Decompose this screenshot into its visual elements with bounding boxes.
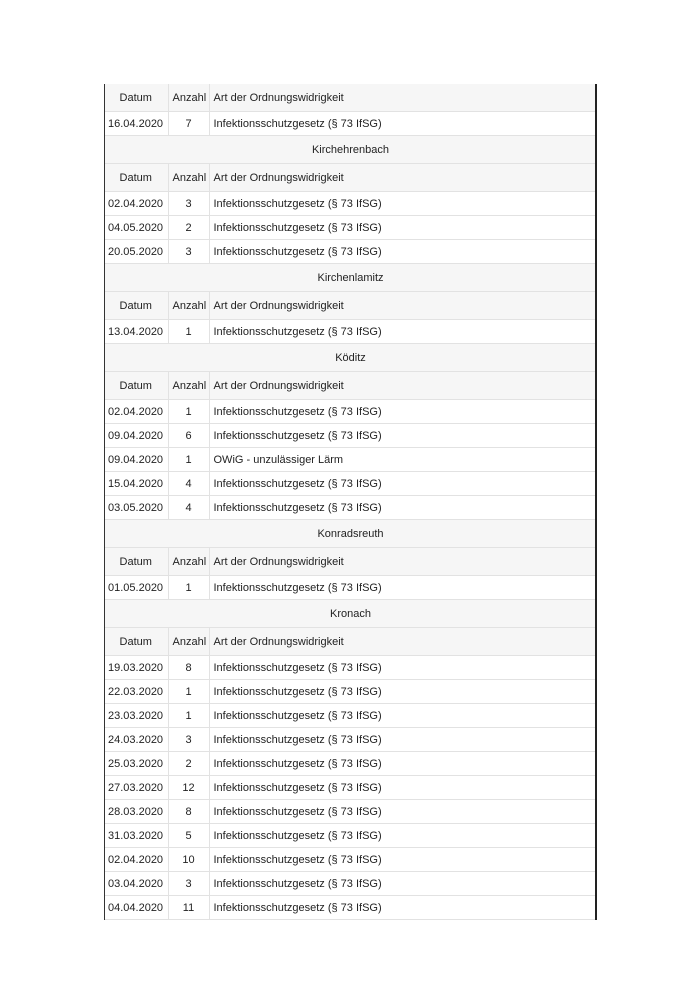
row-date: 20.05.2020 bbox=[104, 240, 168, 264]
table-row bbox=[104, 216, 597, 240]
row-kind: Infektionsschutzgesetz (§ 73 IfSG) bbox=[209, 576, 597, 600]
row-date: 02.04.2020 bbox=[104, 848, 168, 872]
row-date: 09.04.2020 bbox=[104, 448, 168, 472]
table-row bbox=[104, 320, 597, 344]
header-count: Anzahl bbox=[168, 628, 209, 656]
row-kind: Infektionsschutzgesetz (§ 73 IfSG) bbox=[209, 752, 597, 776]
row-date: 25.03.2020 bbox=[104, 752, 168, 776]
table-row bbox=[104, 896, 597, 920]
row-date: 09.04.2020 bbox=[104, 424, 168, 448]
violations-table-container bbox=[104, 84, 597, 920]
row-date: 28.03.2020 bbox=[104, 800, 168, 824]
table-row bbox=[104, 872, 597, 896]
row-kind: OWiG - unzulässiger Lärm bbox=[209, 448, 597, 472]
municipality-row bbox=[104, 520, 597, 548]
row-kind: Infektionsschutzgesetz (§ 73 IfSG) bbox=[209, 776, 597, 800]
row-count: 4 bbox=[168, 496, 209, 520]
table-row bbox=[104, 496, 597, 520]
table-header-row bbox=[104, 548, 597, 576]
row-date: 23.03.2020 bbox=[104, 704, 168, 728]
row-date: 04.04.2020 bbox=[104, 896, 168, 920]
row-date: 04.05.2020 bbox=[104, 216, 168, 240]
table-header-row bbox=[104, 628, 597, 656]
row-count: 2 bbox=[168, 216, 209, 240]
row-count: 12 bbox=[168, 776, 209, 800]
row-kind: Infektionsschutzgesetz (§ 73 IfSG) bbox=[209, 216, 597, 240]
table-header-row bbox=[104, 164, 597, 192]
header-date: Datum bbox=[104, 372, 168, 400]
row-kind: Infektionsschutzgesetz (§ 73 IfSG) bbox=[209, 424, 597, 448]
table-header-row bbox=[104, 84, 597, 112]
row-kind: Infektionsschutzgesetz (§ 73 IfSG) bbox=[209, 800, 597, 824]
row-kind: Infektionsschutzgesetz (§ 73 IfSG) bbox=[209, 112, 597, 136]
row-count: 11 bbox=[168, 896, 209, 920]
row-kind: Infektionsschutzgesetz (§ 73 IfSG) bbox=[209, 896, 597, 920]
municipality-name: Kirchehrenbach bbox=[104, 136, 597, 164]
row-count: 1 bbox=[168, 400, 209, 424]
row-count: 1 bbox=[168, 320, 209, 344]
header-kind: Art der Ordnungswidrigkeit bbox=[209, 372, 597, 400]
row-kind: Infektionsschutzgesetz (§ 73 IfSG) bbox=[209, 400, 597, 424]
row-date: 16.04.2020 bbox=[104, 112, 168, 136]
municipality-row bbox=[104, 600, 597, 628]
municipality-name: Köditz bbox=[104, 344, 597, 372]
table-row bbox=[104, 448, 597, 472]
violations-table-body bbox=[104, 84, 597, 920]
table-row bbox=[104, 400, 597, 424]
row-date: 24.03.2020 bbox=[104, 728, 168, 752]
row-kind: Infektionsschutzgesetz (§ 73 IfSG) bbox=[209, 872, 597, 896]
row-kind: Infektionsschutzgesetz (§ 73 IfSG) bbox=[209, 240, 597, 264]
header-kind: Art der Ordnungswidrigkeit bbox=[209, 628, 597, 656]
table-row bbox=[104, 472, 597, 496]
row-date: 02.04.2020 bbox=[104, 192, 168, 216]
row-count: 3 bbox=[168, 728, 209, 752]
header-date: Datum bbox=[104, 164, 168, 192]
table-header-row bbox=[104, 292, 597, 320]
table-row bbox=[104, 240, 597, 264]
row-kind: Infektionsschutzgesetz (§ 73 IfSG) bbox=[209, 728, 597, 752]
row-date: 22.03.2020 bbox=[104, 680, 168, 704]
violations-table bbox=[104, 84, 597, 920]
row-count: 3 bbox=[168, 192, 209, 216]
table-row bbox=[104, 776, 597, 800]
table-row bbox=[104, 656, 597, 680]
header-count: Anzahl bbox=[168, 292, 209, 320]
row-count: 6 bbox=[168, 424, 209, 448]
header-date: Datum bbox=[104, 548, 168, 576]
table-row bbox=[104, 752, 597, 776]
table-row bbox=[104, 576, 597, 600]
row-count: 5 bbox=[168, 824, 209, 848]
row-kind: Infektionsschutzgesetz (§ 73 IfSG) bbox=[209, 824, 597, 848]
header-date: Datum bbox=[104, 628, 168, 656]
table-row bbox=[104, 112, 597, 136]
row-count: 2 bbox=[168, 752, 209, 776]
row-kind: Infektionsschutzgesetz (§ 73 IfSG) bbox=[209, 680, 597, 704]
header-count: Anzahl bbox=[168, 548, 209, 576]
table-row bbox=[104, 728, 597, 752]
row-count: 3 bbox=[168, 240, 209, 264]
row-kind: Infektionsschutzgesetz (§ 73 IfSG) bbox=[209, 704, 597, 728]
municipality-name: Konradsreuth bbox=[104, 520, 597, 548]
header-count: Anzahl bbox=[168, 372, 209, 400]
header-kind: Art der Ordnungswidrigkeit bbox=[209, 548, 597, 576]
row-count: 8 bbox=[168, 800, 209, 824]
row-kind: Infektionsschutzgesetz (§ 73 IfSG) bbox=[209, 656, 597, 680]
row-date: 15.04.2020 bbox=[104, 472, 168, 496]
municipality-row bbox=[104, 264, 597, 292]
municipality-name: Kirchenlamitz bbox=[104, 264, 597, 292]
row-kind: Infektionsschutzgesetz (§ 73 IfSG) bbox=[209, 848, 597, 872]
row-count: 1 bbox=[168, 576, 209, 600]
municipality-row bbox=[104, 344, 597, 372]
row-date: 02.04.2020 bbox=[104, 400, 168, 424]
header-kind: Art der Ordnungswidrigkeit bbox=[209, 292, 597, 320]
row-count: 10 bbox=[168, 848, 209, 872]
row-date: 01.05.2020 bbox=[104, 576, 168, 600]
table-row bbox=[104, 800, 597, 824]
row-count: 7 bbox=[168, 112, 209, 136]
table-row bbox=[104, 704, 597, 728]
row-kind: Infektionsschutzgesetz (§ 73 IfSG) bbox=[209, 496, 597, 520]
table-row bbox=[104, 192, 597, 216]
row-count: 1 bbox=[168, 704, 209, 728]
municipality-name: Kronach bbox=[104, 600, 597, 628]
row-count: 3 bbox=[168, 872, 209, 896]
row-kind: Infektionsschutzgesetz (§ 73 IfSG) bbox=[209, 192, 597, 216]
table-header-row bbox=[104, 372, 597, 400]
table-row bbox=[104, 424, 597, 448]
row-date: 19.03.2020 bbox=[104, 656, 168, 680]
header-date: Datum bbox=[104, 292, 168, 320]
row-date: 03.04.2020 bbox=[104, 872, 168, 896]
header-kind: Art der Ordnungswidrigkeit bbox=[209, 164, 597, 192]
table-row bbox=[104, 848, 597, 872]
row-count: 4 bbox=[168, 472, 209, 496]
row-kind: Infektionsschutzgesetz (§ 73 IfSG) bbox=[209, 320, 597, 344]
row-date: 27.03.2020 bbox=[104, 776, 168, 800]
municipality-row bbox=[104, 136, 597, 164]
header-kind: Art der Ordnungswidrigkeit bbox=[209, 84, 597, 112]
table-row bbox=[104, 680, 597, 704]
row-date: 31.03.2020 bbox=[104, 824, 168, 848]
row-date: 13.04.2020 bbox=[104, 320, 168, 344]
header-date: Datum bbox=[104, 84, 168, 112]
row-count: 8 bbox=[168, 656, 209, 680]
header-count: Anzahl bbox=[168, 164, 209, 192]
row-date: 03.05.2020 bbox=[104, 496, 168, 520]
table-row bbox=[104, 824, 597, 848]
row-kind: Infektionsschutzgesetz (§ 73 IfSG) bbox=[209, 472, 597, 496]
row-count: 1 bbox=[168, 448, 209, 472]
header-count: Anzahl bbox=[168, 84, 209, 112]
row-count: 1 bbox=[168, 680, 209, 704]
